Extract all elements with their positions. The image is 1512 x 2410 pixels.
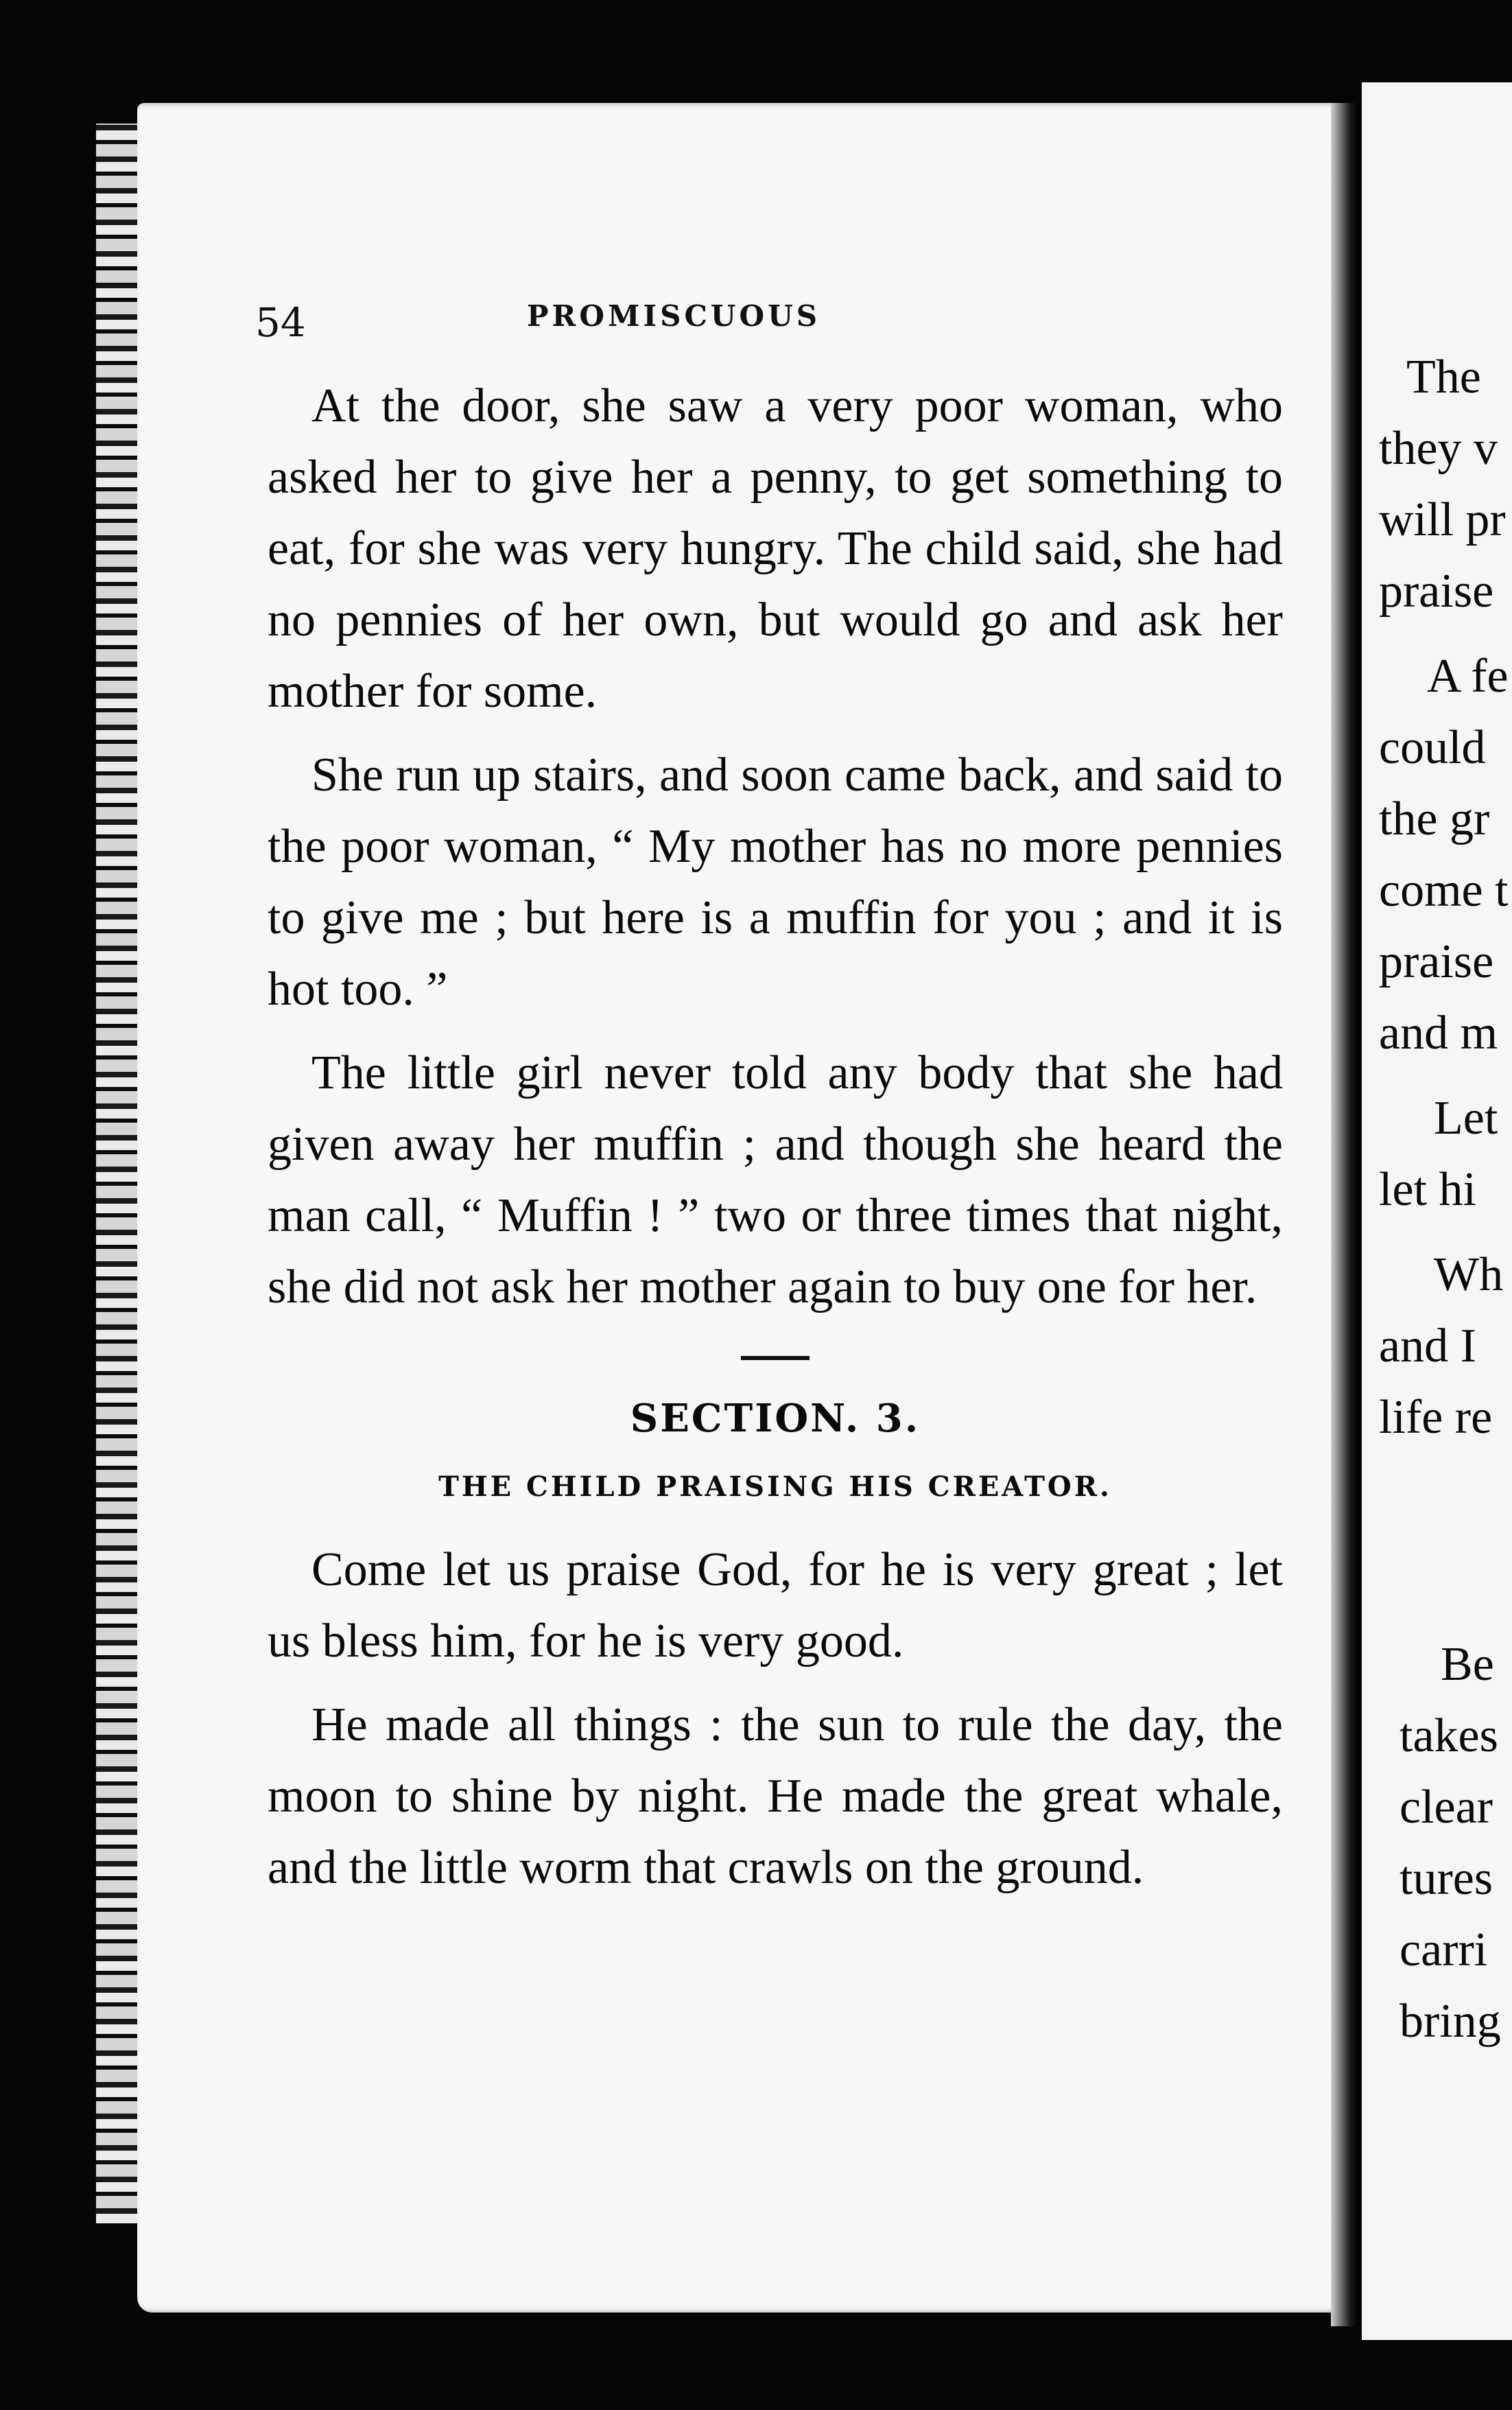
paragraph-4: Come let us praise God, for he is very great ; let us bless him, for he is very good.	[268, 1543, 1283, 1668]
right-line: Let	[1434, 1092, 1498, 1145]
right-line: come t	[1379, 864, 1509, 917]
running-head: PROMISCUOUS	[526, 299, 821, 333]
right-line: let hi	[1379, 1163, 1476, 1216]
right-line: and I	[1379, 1320, 1476, 1372]
right-line: praise	[1379, 565, 1494, 618]
right-line: The	[1406, 351, 1481, 403]
right-line: carri	[1399, 1923, 1488, 1976]
right-line: bring	[1399, 1995, 1501, 2048]
right-line: they v	[1379, 422, 1498, 475]
book-gutter	[1331, 103, 1358, 2326]
paragraph-1: At the door, she saw a very poor woman, who asked her to give her a penny, to get something to eat, for she was very hungry. The child said, she had no pennies of her own, but would go and ask her mother for some.	[268, 379, 1283, 718]
right-line: takes	[1399, 1709, 1498, 1762]
right-line: Wh	[1434, 1248, 1504, 1301]
paragraph-5: He made all things : the sun to rule the day, the moon to shine by night. He made the great whale, and the little worm that crawls on the ground.	[268, 1698, 1283, 1894]
section-title: SECTION. 3.	[630, 1396, 921, 1441]
right-line: could	[1379, 721, 1486, 774]
right-line: A fe	[1427, 650, 1509, 703]
right-line: and m	[1379, 1007, 1498, 1060]
paragraph-3: The little girl never told any body that she had given away her muffin ; and though she heard the man call, “ Muffin ! ” two or three times that night, she did not ask her mother again to buy one for her.	[268, 1046, 1283, 1313]
right-line: Be	[1441, 1638, 1494, 1691]
right-line: will pr	[1379, 493, 1506, 546]
right-line: clear	[1399, 1781, 1493, 1834]
right-line: life re	[1379, 1391, 1493, 1444]
paragraph-2: She run up stairs, and soon came back, and said to the poor woman, “ My mother has no more pennies to give me ; but here is a muffin for you ; and it is hot too. ”	[268, 749, 1283, 1016]
section-subtitle: THE CHILD PRAISING HIS CREATOR.	[438, 1471, 1112, 1503]
page-number: 54	[255, 299, 306, 346]
right-line: praise	[1379, 935, 1494, 988]
section-divider-rule	[741, 1356, 810, 1360]
right-line: tures	[1399, 1852, 1493, 1905]
right-line: the gr	[1379, 793, 1490, 845]
left-page-text	[268, 371, 1283, 1916]
